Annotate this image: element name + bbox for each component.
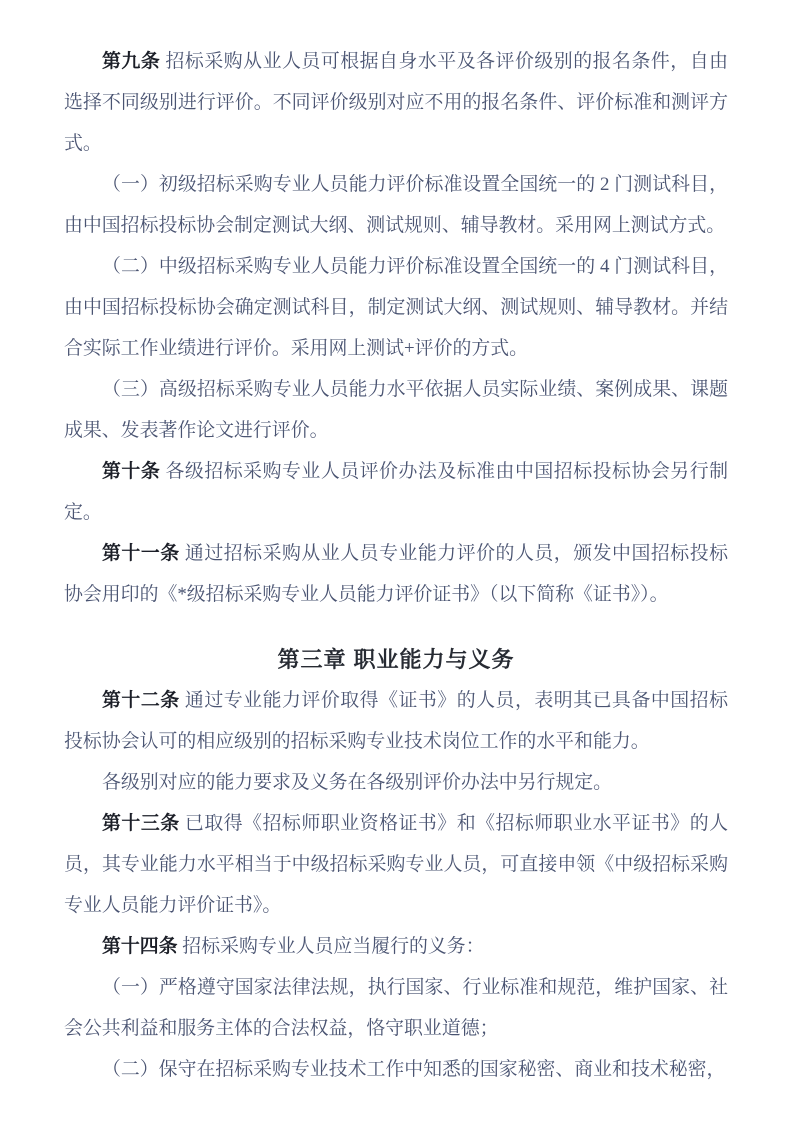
article-14 bbox=[64, 926, 728, 967]
article-10 bbox=[64, 451, 728, 533]
paragraph-text: 通过专业能力评价取得《证书》的人员，表明其已具备中国招标投标协会认可的相应级别的招标采购专业技术岗位工作的水平和能力。 bbox=[64, 690, 729, 752]
paragraph-text: （二）中级招标采购专业人员能力评价标准设置全国统一的 4 门测试科目，由中国招标投标协会确定测试科目，制定测试大纲、测试规则、辅导教材。并结合实际工作业绩进行评价。采用网上测试+评价的方式。 bbox=[64, 256, 728, 359]
article-number-label: 第十条 bbox=[102, 461, 161, 482]
paragraph-text: 已取得《招标师职业资格证书》和《招标师职业水平证书》的人员，其专业能力水平相当于中级招标采购专业人员，可直接申领《中级招标采购专业人员能力评价证书》。 bbox=[64, 813, 729, 916]
paragraph-text: 招标采购从业人员可根据自身水平及各评价级别的报名条件，自由选择不同级别进行评价。不同评价级别对应不用的报名条件、评价标准和测评方式。 bbox=[64, 51, 728, 154]
article-14-item-1 bbox=[64, 967, 728, 1049]
article-12-para-2 bbox=[64, 762, 728, 803]
article-number-label: 第十三条 bbox=[102, 813, 180, 834]
article-number-label: 第十四条 bbox=[102, 936, 178, 957]
paragraph-text: 通过招标采购从业人员专业能力评价的人员，颁发中国招标投标协会用印的《*级招标采购专业人员能力评价证书》（以下简称《证书》）。 bbox=[64, 543, 729, 605]
article-9-item-3 bbox=[64, 369, 728, 451]
article-number-label: 第十二条 bbox=[102, 690, 180, 711]
paragraph-text: 招标采购专业人员应当履行的义务： bbox=[182, 936, 485, 957]
article-9 bbox=[64, 41, 728, 164]
article-14-item-2 bbox=[64, 1049, 728, 1090]
paragraph-text: （二）保守在招标采购专业技术工作中知悉的国家秘密、商业和技术秘密， bbox=[102, 1059, 726, 1080]
paragraph-text: 各级别对应的能力要求及义务在各级别评价办法中另行规定。 bbox=[102, 772, 613, 793]
paragraph-text: 各级招标采购专业人员评价办法及标准由中国招标投标协会另行制定。 bbox=[64, 461, 728, 523]
article-12 bbox=[64, 680, 728, 762]
article-13 bbox=[64, 803, 728, 926]
article-number-label: 第十一条 bbox=[102, 543, 180, 564]
article-9-item-2 bbox=[64, 246, 728, 369]
paragraph-text: （一）严格遵守国家法律法规，执行国家、行业标准和规范，维护国家、社会公共利益和服务主体的合法权益，恪守职业道德； bbox=[64, 977, 728, 1039]
document-content bbox=[64, 41, 728, 1090]
paragraph-text: （一）初级招标采购专业人员能力评价标准设置全国统一的 2 门测试科目，由中国招标投标协会制定测试大纲、测试规则、辅导教材。采用网上测试方式。 bbox=[64, 174, 728, 236]
article-9-item-1 bbox=[64, 164, 728, 246]
chapter-3-heading: 第三章 职业能力与义务 bbox=[277, 647, 515, 672]
paragraph-text: （三）高级招标采购专业人员能力水平依据人员实际业绩、案例成果、课题成果、发表著作论文进行评价。 bbox=[64, 379, 728, 441]
article-number-label: 第九条 bbox=[102, 51, 161, 72]
article-11 bbox=[64, 533, 728, 615]
